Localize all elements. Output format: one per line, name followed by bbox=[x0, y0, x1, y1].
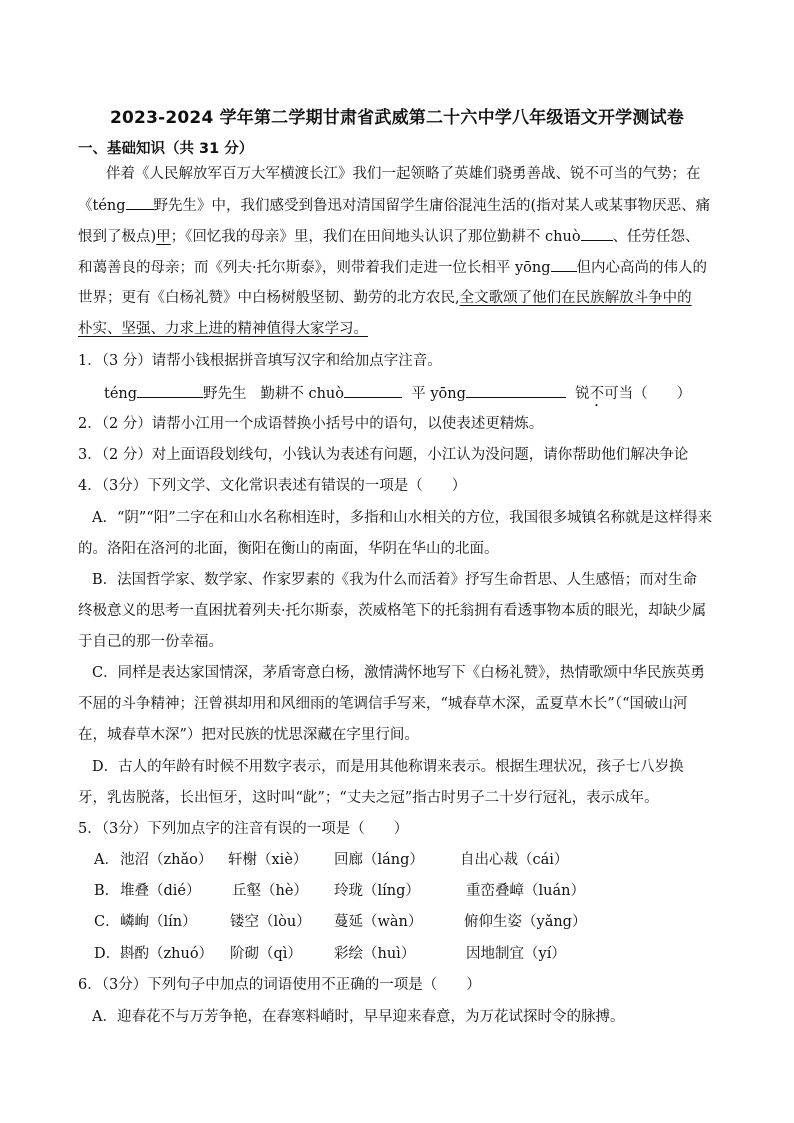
q4-option-d: D．古人的年龄有时候不用数字表示，而是用其他称谓来表示。根据生理状况，孩子七八岁换 bbox=[92, 759, 684, 775]
q5-word: 丘壑（hè） bbox=[232, 883, 308, 899]
question-3: 3．（2 分）对上面语段划线句，小钱认为表述有问题，小江认为没问题，请你帮助他们解决争论 bbox=[78, 447, 689, 463]
q5-word: 彩绘（huì） bbox=[334, 946, 416, 962]
passage-line-4: 和蔼善良的母亲；而《列夫·托尔斯泰》，则带着我们走进一位长相平 yōng 但内心高尚的伟人的 bbox=[78, 257, 707, 278]
q4-option-c-cont: 不屈的斗争精神；汪曾祺却用和风细雨的笔调信手写来，“城春草木深，孟夏草木长”（“国破山河 bbox=[78, 696, 688, 712]
marker-jia: 甲 bbox=[156, 229, 171, 245]
q5-word: 重峦叠嶂（luán） bbox=[466, 883, 585, 899]
passage-line-5: 世界；更有《白杨礼赞》中白杨树般坚韧、勤劳的北方农民,全文歌颂了他们在民族解放斗争中的 bbox=[78, 290, 692, 306]
q5-word: 镂空（lòu） bbox=[230, 914, 311, 930]
q5-word: 自出心裁（cái） bbox=[460, 852, 569, 868]
q5-word: 堆叠（dié） bbox=[120, 883, 201, 899]
question-5: 5．（3分）下列加点字的注音有误的一项是（ ） bbox=[78, 821, 409, 837]
answer-blank[interactable] bbox=[466, 383, 566, 398]
q4-option-c: C．同样是表达家国情深，茅盾寄意白杨，激情满怀地写下《白杨礼赞》，热情歌颂中华民族英勇 bbox=[92, 665, 705, 681]
q5-word: 回廊（láng） bbox=[334, 852, 424, 868]
answer-blank[interactable] bbox=[344, 383, 402, 398]
passage-line-3: 恨到了极点)甲；《回忆我的母亲》里，我们在田间地头认识了那位勤耕不 chuò 、任劳任怨、 bbox=[78, 226, 700, 247]
q5-word: 因地制宜（yí） bbox=[466, 946, 566, 962]
blank bbox=[581, 226, 613, 241]
q4-option-b-cont: 于自己的那一份幸福。 bbox=[78, 634, 223, 650]
question-1-items: téng 野先生 勤耕不 chuò 平 yōng 锐不可当（ ） bbox=[104, 383, 691, 410]
q5-option-label: C． bbox=[94, 914, 120, 930]
q4-option-a-cont: 的。洛阳在洛河的北面，衡阳在衡山的南面，华阴在华山的北面。 bbox=[78, 541, 499, 557]
answer-blank[interactable] bbox=[137, 383, 203, 398]
q4-option-c-cont: 在，城春草木深”）把对民族的忧思深藏在字里行间。 bbox=[78, 727, 419, 743]
q4-option-b-cont: 终极意义的思考一直困扰着列夫·托尔斯泰，茨威格笔下的托翁拥有看透事物本质的眼光，却缺少属 bbox=[78, 603, 707, 619]
passage-line-1: 伴着《人民解放军百万大军横渡长江》我们一起领略了英雄们骁勇善战、锐不可当的气势；在 bbox=[106, 166, 701, 182]
blank bbox=[126, 195, 154, 210]
q5-option-label: A． bbox=[94, 852, 119, 868]
section-heading: 一、基础知识（共 31 分） bbox=[78, 141, 254, 157]
q5-word: 蔓延（wàn） bbox=[334, 914, 423, 930]
question-2: 2．（2 分）请帮小江用一个成语替换小括号中的语句，以使表述更精炼。 bbox=[78, 416, 544, 432]
exam-title: 2023-2024 学年第二学期甘肃省武威第二十六中学八年级语文开学测试卷 bbox=[109, 108, 684, 128]
q5-word: 俯仰生姿（yǎng） bbox=[464, 914, 587, 930]
blank bbox=[551, 257, 577, 272]
underlined-sentence: 全文歌颂了他们在民族解放斗争中的 bbox=[459, 290, 692, 306]
q5-word: 轩榭（xiè） bbox=[228, 852, 308, 868]
q4-option-d-cont: 牙，乳齿脱落，长出恒牙，这时叫“龀”；“丈夫之冠”指古时男子二十岁行冠礼，表示成年。 bbox=[78, 790, 659, 806]
q5-word: 阶砌（qì） bbox=[230, 946, 302, 962]
q4-option-a: A．“阴”“阳”二字在和山水名称相连时，多指和山水相关的方位，我国很多城镇名称就是这样得来 bbox=[92, 510, 713, 526]
q5-word: 斟酌（zhuó） bbox=[120, 946, 214, 962]
q5-word: 嶙峋（lín） bbox=[120, 914, 197, 930]
q5-option-label: B． bbox=[94, 883, 120, 899]
q5-word: 玲珑（líng） bbox=[334, 883, 420, 899]
q6-option-a: A．迎春花不与万芳争艳，在春寒料峭时，早早迎来春意，为万花试探时令的脉搏。 bbox=[92, 1009, 625, 1025]
underlined-sentence-end: 朴实、坚强、力求上进的精神值得大家学习。 bbox=[78, 321, 368, 337]
question-6: 6．（3分）下列句子中加点的词语使用不正确的一项是（ ） bbox=[78, 977, 481, 993]
question-1: 1．（3 分）请帮小钱根据拼音填写汉字和给加点字注音。 bbox=[78, 353, 442, 369]
q5-word: 池沼（zhǎo） bbox=[120, 852, 213, 868]
passage-line-2: 《téng 野先生》中，我们感受到鲁迅对清国留学生庸俗混沌生活的(指对某人或某事物厌恶、痛 bbox=[78, 195, 710, 216]
q5-option-label: D． bbox=[94, 946, 121, 962]
q4-option-b: B．法国哲学家、数学家、作家罗素的《我为什么而活着》抒写生命哲思、人生感悟；而对生命 bbox=[92, 572, 698, 588]
question-4: 4．（3分）下列文学、文化常识表述有错误的一项是（ ） bbox=[78, 478, 467, 494]
